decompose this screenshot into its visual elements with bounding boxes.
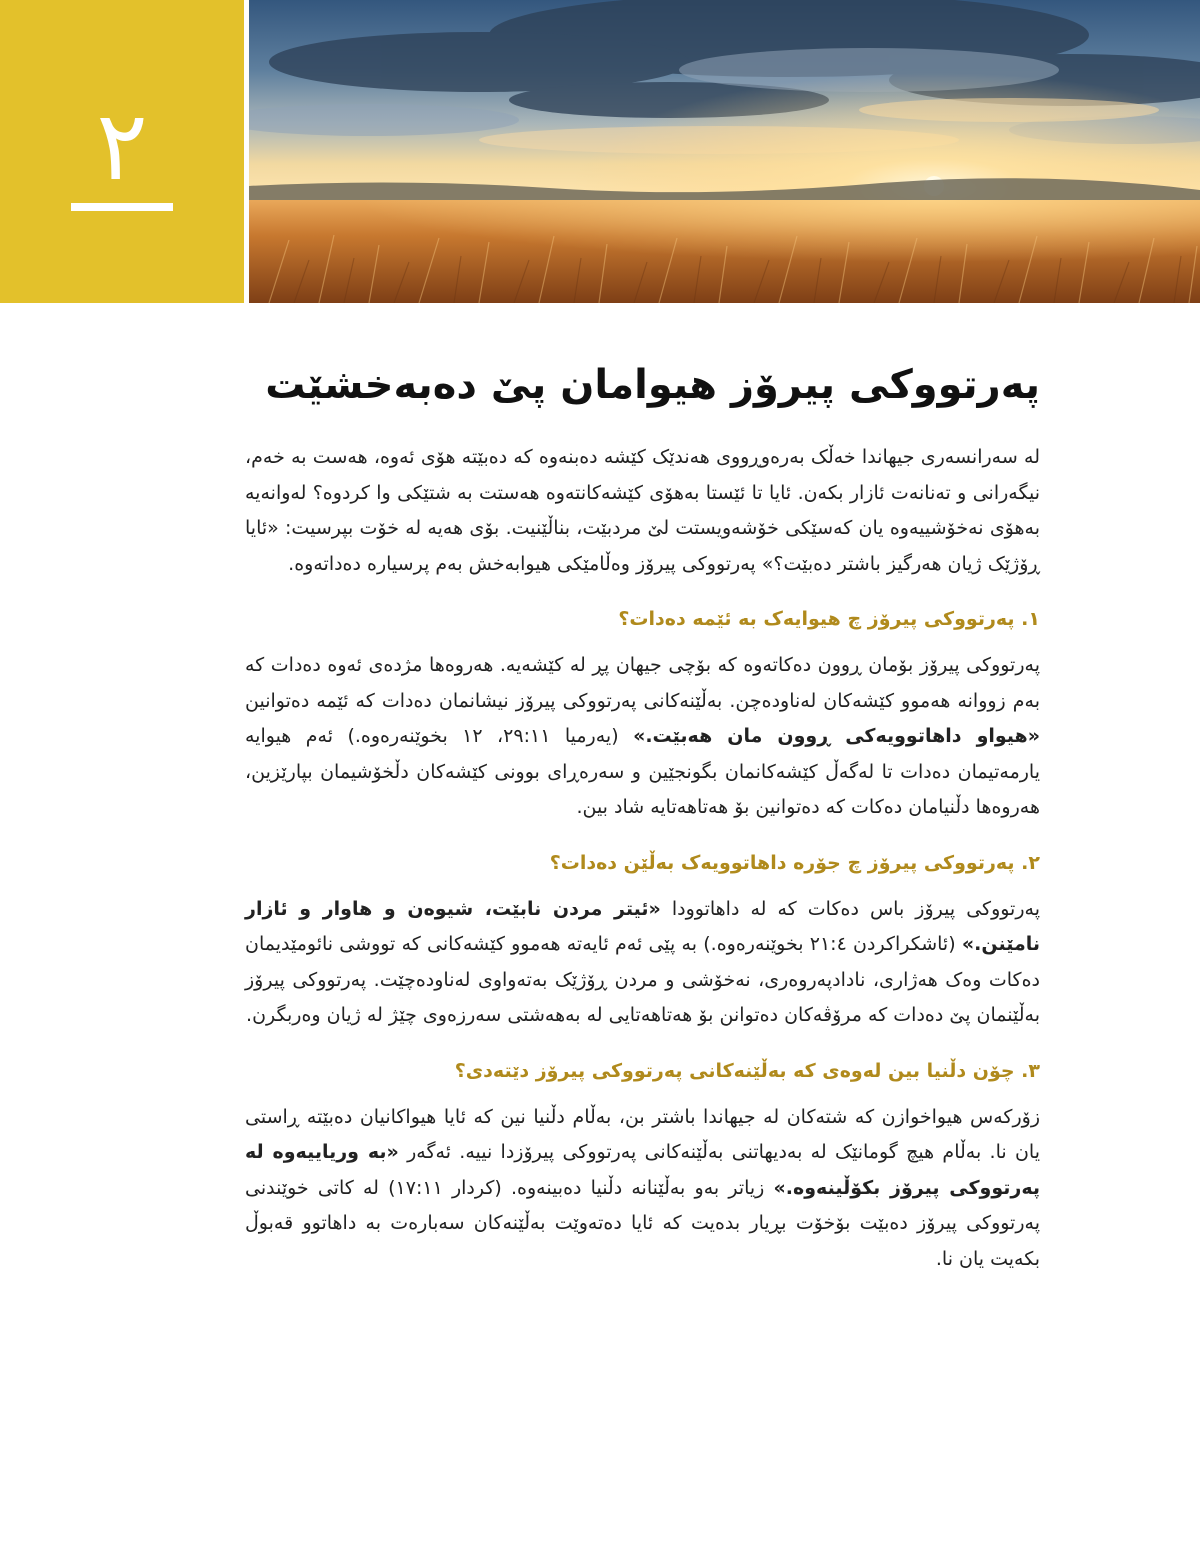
section-3-text-after: زیاتر بەو بەڵێنانە دڵنیا دەبینەوە. (کردار ١٧:١١) لە کاتی خوێندنی پەرتووکی پیرۆز دەبێت بۆخۆت بڕیار بدەیت کە ئایا دەتەوێت بەڵێنەکان سەبارەت بە داهاتوو قەبوڵ بکەیت یان نا. <box>245 1176 1040 1270</box>
section-2-bold-quote: «ئیتر مردن نابێت، شیوەن و هاوار و ئازار نامێنن.» <box>245 897 1041 955</box>
section-paragraph-3 <box>245 1100 1040 1278</box>
lesson-content <box>245 355 1040 1277</box>
section-paragraph-2 <box>245 892 1040 1034</box>
page-title: پەرتووکی پیرۆز هیوامان پێ دەبەخشێت <box>265 362 1040 408</box>
section-3-bold-quote: «بە وریاییەوە لە پەرتووکی پیرۆز بکۆڵینەوە.» <box>245 1141 1040 1199</box>
wheat-field-sunset-image <box>249 0 1200 303</box>
lesson-number-underline <box>71 203 173 211</box>
section-paragraph-1 <box>245 648 1040 826</box>
section-1-text-before: پەرتووکی پیرۆز بۆمان ڕوون دەکاتەوە کە بۆچی جیهان پڕ لە کێشەیە. هەروەها مژدەی ئەوە دەدات کە بەم زووانە هەموو کێشەکان لەناودەچن. بەڵێنەکانی پەرتووکی پیرۆز نیشانمان دەدات کە ئێمە دەتوانین <box>245 654 1040 712</box>
section-3-text-before: زۆرکەس هیواخوازن کە شتەکان لە جیهاندا باشتر بن، بەڵام دڵنیا نین کە ئایا هیواکانیان دەبێتە ڕاستی یان نا. بەڵام هیچ گومانێک لە بەدیهاتنی بەڵێنەکانی پەرتووکی پیرۆزدا نییە. ئەگەر <box>245 1105 1040 1163</box>
section-1-text-after: (یەرمیا ٢٩:١١، ١٢ بخوێنەرەوە.) ئەم هیوایە یارمەتیمان دەدات تا لەگەڵ کێشەکانمان بگونجێین و سەرەڕای بوونی کێشەکان دڵخۆشیمان بپارێزین، هەروەها دڵنیامان دەکات کە دەتوانین بۆ هەتاهەتایە شاد بین. <box>245 725 1040 818</box>
section-1-bold-quote: «هیواو داهاتوویەکی ڕوون مان هەبێت.» <box>633 725 1041 747</box>
section-2-text-before: پەرتووکی پیرۆز باس دەکات کە لە داهاتوودا <box>660 897 1040 920</box>
section-heading-2: ٢. پەرتووکی پیرۆز چ جۆرە داهاتوویەک بەڵێن دەدات؟ <box>549 851 1040 874</box>
lesson-number-badge <box>0 0 244 303</box>
lesson-number: ٢ <box>96 90 148 202</box>
intro-paragraph: لە سەرانسەری جیهاندا خەڵک بەرەوڕووی هەندێک کێشە دەبنەوە کە دەبێتە هۆی ئەوە، هەست بە خەم، نیگەرانی و تەنانەت ئازار بکەن. ئایا تا ئێستا بەهۆی کێشەکانتەوە هەستت بە شتێکی وا کردوە؟ لەوانەیە بەهۆی نەخۆشییەوە یان کەسێکی خۆشەویستت لێ مردبێت، بناڵێنیت. بۆی هەیە لە خۆت بپرسیت: «ئایا ڕۆژێک ژیان هەرگیز باشتر دەبێت؟» پەرتووکی پیرۆز وەڵامێکی هیوابەخش بەم پرسیارە دەداتەوە. <box>245 446 1040 575</box>
section-heading-3: ٣. چۆن دڵنیا بین لەوەی کە بەڵێنەکانی پەرتووکی پیرۆز دێتەدی؟ <box>454 1059 1040 1082</box>
section-2-text-after: (ئاشکراکردن ٢١:٤ بخوێنەرەوە.) بە پێی ئەم ئایەتە هەموو کێشەکانی کە تووشی نائومێدیمان دەکات وەک هەژاری، نادادپەروەری، نەخۆشی و مردن ڕۆژێک بەتەواوی لەناودەچێت. پەرتووکی پیرۆز بەڵێنمان پێ دەدات کە مرۆڤەکان دەتوانن بۆ هەتاهەتایی لە بەهەشتی سەرزەوی چێژ لە ژیان وەربگرن. <box>245 933 1040 1026</box>
section-heading-1: ١. پەرتووکی پیرۆز چ هیوایەک بە ئێمە دەدات؟ <box>618 608 1040 630</box>
